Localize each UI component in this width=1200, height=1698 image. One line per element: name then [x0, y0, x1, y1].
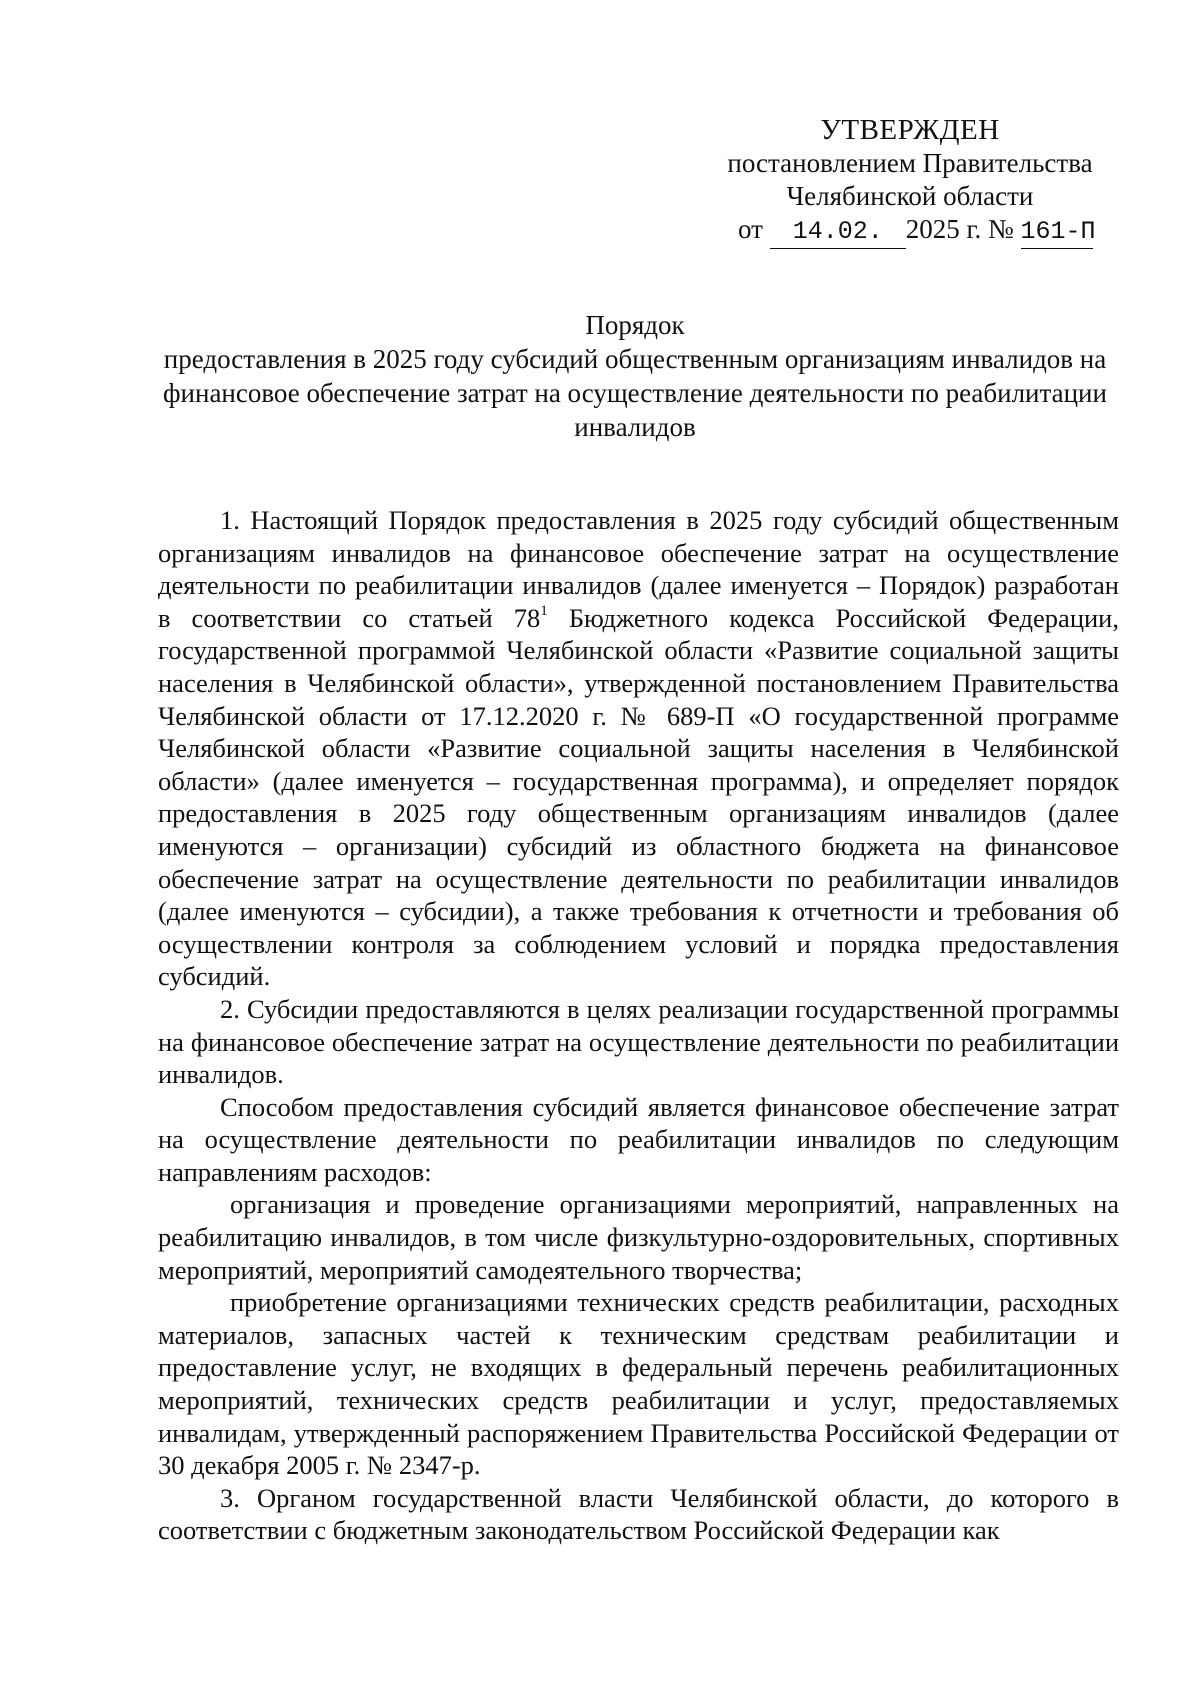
document-body [158, 504, 1119, 1547]
document-heading: Порядок [585, 310, 685, 340]
approval-year: 2025 г. № [905, 214, 1014, 244]
paragraph-1-text-b: Бюджетного кодекса Российской Федерации, государственной программой Челябинской области «Развитие социальной защиты населения в Челябинской области», утвержденной постановлением Правительства Челябинской области от 17.12.2020 г. № 689-П «О государственной программе Челябинской области «Развитие социальной защиты населения в Челябинской области» (далее именуется – государственная программа), и определяет порядок предоставления в 2025 году общественным организациям инвалидов (далее именуются – организации) субсидий из областного бюджета на финансовое обеспечение затрат на осуществление деятельности по реабилитации инвалидов (далее именуются – субсидии), а также требования к отчетности и требования об осуществлении контроля за соблюдением условий и порядка предоставления субсидий. [158, 602, 1119, 992]
paragraph-1 [158, 504, 1119, 993]
date-prefix: от [738, 214, 763, 244]
paragraph-1-text-a: 1. Настоящий Порядок предоставления в 2025 году субсидий общественным организациям инвалидов на финансовое обеспечение затрат на осуществление деятельности по реабилитации инвалидов (далее именуется – Порядок) разработан в соответствии со статьей 78 [158, 505, 1119, 633]
article-superscript: 1 [540, 602, 548, 619]
approval-number-value: 161-П [1021, 215, 1093, 249]
paragraph-2: 2. Субсидии предоставляются в целях реализации государственной программы на финансовое обеспечение затрат на осуществление деятельности по реабилитации инвалидов. [158, 993, 1119, 1090]
approval-date-value: 14.02. [770, 215, 906, 249]
document-subheading: предоставления в 2025 году субсидий общественным организациям инвалидов на финансовое обеспечение затрат на осуществление деятельности по реабилитации инвалидов [163, 344, 1107, 442]
approval-line-2: Челябинской области [786, 181, 1034, 211]
approval-stamp [700, 114, 1120, 249]
paragraph-4: организация и проведение организациями мероприятий, направленных на реабилитацию инвалидов, в том числе физкультурно-оздоровительных, спортивных мероприятий, мероприятий самодеятельного творчества; [158, 1189, 1119, 1285]
paragraph-6: 3. Органом государственной власти Челябинской области, до которого в соответствии с бюджетным законодательством Российской Федерации как [158, 1482, 1119, 1546]
paragraph-3: Способом предоставления субсидий является финансовое обеспечение затрат на осуществление деятельности по реабилитации инвалидов по следующим направлениям расходов: [158, 1091, 1119, 1187]
approval-line-1: постановлением Правительства [727, 148, 1093, 178]
approval-title: УТВЕРЖДЕН [820, 114, 1000, 146]
approval-date-line [700, 213, 1120, 249]
paragraph-5: приобретение организациями технических средств реабилитации, расходных материалов, запасных частей к техническим средствам реабилитации и предоставление услуг, не входящих в федеральный перечень реабилитационных мероприятий, технических средств реабилитации и услуг, предоставляемых инвалидам, утвержденный распоряжением Правительства Российской Федерации от 30 декабря 2005 г. № 2347-р. [158, 1287, 1119, 1481]
document-title-block [150, 308, 1120, 444]
